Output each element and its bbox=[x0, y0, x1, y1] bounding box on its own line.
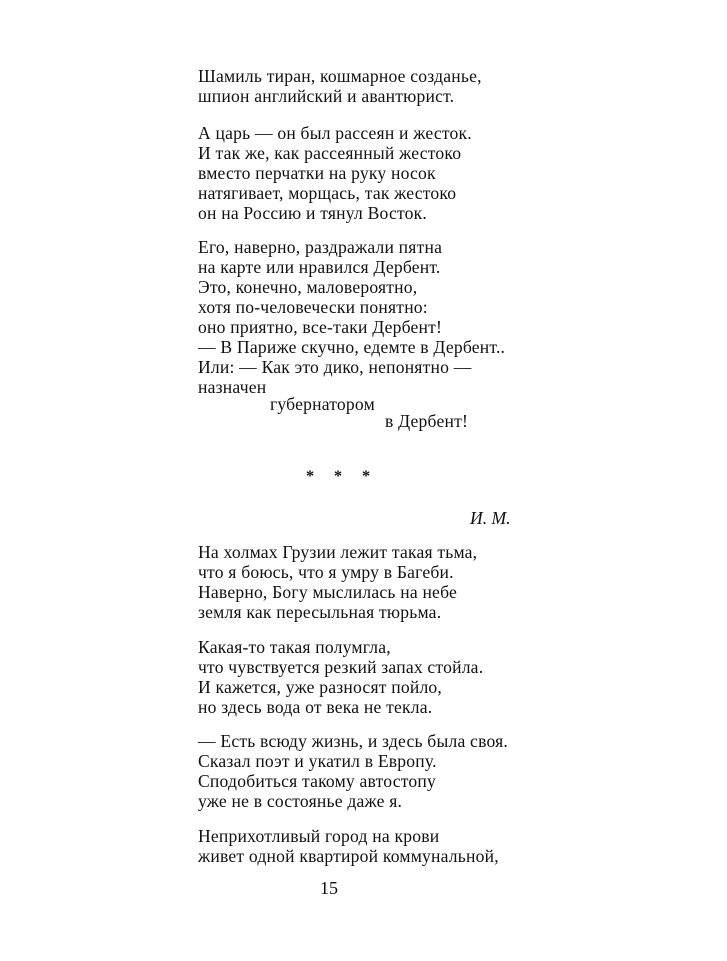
poem2-line-3: Наверно, Богу мыслилась на небе bbox=[198, 582, 457, 602]
poem2-line-5: Какая-то такая полумгла, bbox=[198, 637, 391, 657]
poem1-line-11: хотя по-человечески понятно: bbox=[198, 297, 428, 317]
poem1-line-13: — В Париже скучно, едемте в Дербент.. bbox=[198, 337, 506, 357]
page-number: 15 bbox=[320, 878, 338, 898]
dedication: И. М. bbox=[470, 508, 511, 528]
poem1-line-3: А царь — он был рассеян и жесток. bbox=[198, 123, 472, 143]
poem2-line-1: На холмах Грузии лежит такая тьма, bbox=[198, 542, 478, 562]
poem2-line-14: живет одной квартирой коммунальной, bbox=[198, 846, 499, 866]
poem1-line-12: оно приятно, все-таки Дербент! bbox=[198, 317, 443, 337]
poem1-line-1: Шамиль тиран, кошмарное созданье, bbox=[198, 66, 482, 86]
poem2-line-13: Неприхотливый город на крови bbox=[198, 826, 440, 846]
poem2-line-2: что я боюсь, что я умру в Багеби. bbox=[198, 562, 454, 582]
poem1-line-8: Его, наверно, раздражали пятна bbox=[198, 237, 443, 257]
poem1-line-6: натягивает, морщась, так жестоко bbox=[198, 183, 457, 203]
poem1-line-5: вместо перчатки на руку носок bbox=[198, 163, 436, 183]
poem2-line-8: но здесь вода от века не текла. bbox=[198, 697, 433, 717]
poem1-line-4: И так же, как рассеянный жестоко bbox=[198, 143, 462, 163]
poem1-line-2: шпион английский и авантюрист. bbox=[198, 86, 455, 106]
poem1-line-7: он на Россию и тянул Восток. bbox=[198, 203, 427, 223]
poem2-line-10: Сказал поэт и укатил в Европу. bbox=[198, 751, 437, 771]
poem1-line-15: назначен bbox=[198, 377, 267, 397]
poem2-line-11: Сподобиться такому автостопу bbox=[198, 771, 436, 791]
poem2-line-12: уже не в состоянье даже я. bbox=[198, 791, 403, 811]
poem2-line-4: земля как пересыльная тюрьма. bbox=[198, 602, 442, 622]
poem1-line-14: Или: — Как это дико, непонятно — bbox=[198, 357, 472, 377]
poem2-line-6: что чувствуется резкий запах стойла. bbox=[198, 657, 484, 677]
poem1-line-16: губернатором bbox=[270, 394, 375, 414]
poem1-line-9: на карте или нравился Дербент. bbox=[198, 257, 441, 277]
poem2-line-9: — Есть всюду жизнь, и здесь была своя. bbox=[198, 731, 509, 751]
poem1-line-17: в Дербент! bbox=[385, 411, 469, 431]
section-separator: * * * bbox=[306, 468, 378, 485]
poem1-line-10: Это, конечно, маловероятно, bbox=[198, 277, 418, 297]
poem2-line-7: И кажется, уже разносят пойло, bbox=[198, 677, 443, 697]
